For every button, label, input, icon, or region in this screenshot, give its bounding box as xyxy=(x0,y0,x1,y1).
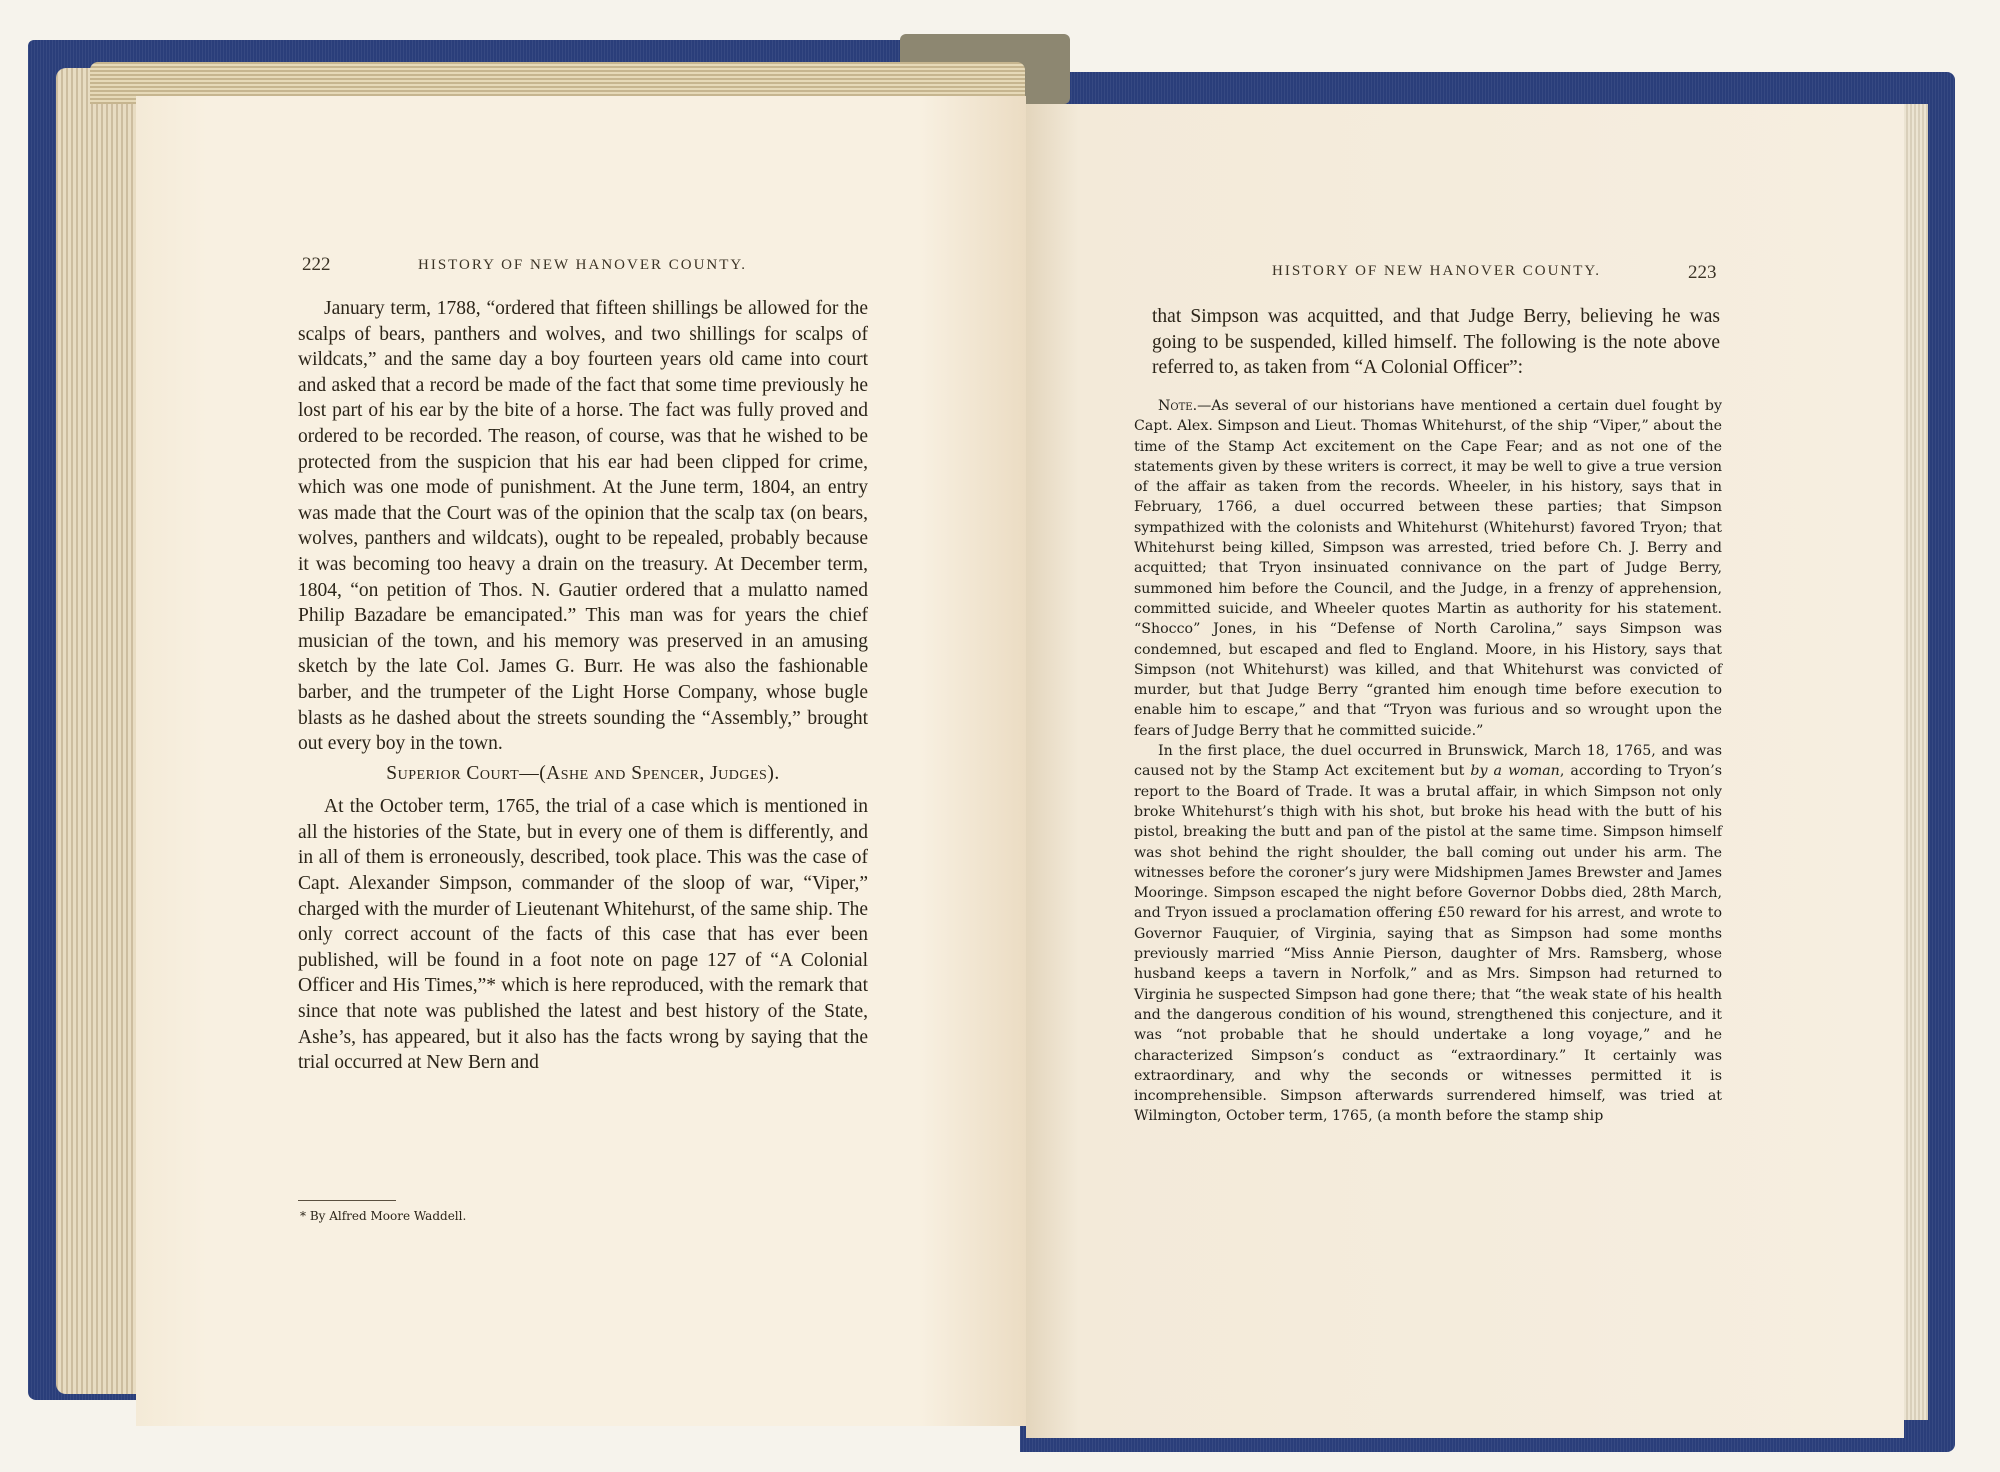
paragraph: that Simpson was acquitted, and that Judge Berry, believing he was going to be suspended, killed himself. The following is the note above referred to, as taken from “A Colonial Officer”: xyxy=(1152,306,1720,379)
footnote: * By Alfred Moore Waddell. xyxy=(300,1209,467,1223)
right-page xyxy=(1026,104,1904,1438)
note-text: In the first place, the duel occurred in Brunswick, March 18, 1765, and was caused not by the Stamp Act excitement but xyxy=(1134,743,1722,780)
right-running-head: HISTORY OF NEW HANOVER COUNTY. xyxy=(1272,263,1602,279)
note-text: —As several of our historians have mentioned a certain duel fought by Capt. Alex. Simpson and Lieut. Thomas Whitehurst, of the ship “Viper,” about the time of the Stamp Act excitement on the Cape Fear; and as not one of the statements given by these writers is correct, it may be well to give a true version of the affair as taken from the records. Wheeler, in his history, says that in February, 1766, a duel occurred between these parties; that Simpson sympathized with the colonists and Whitehurst (Whitehurst) favored Tryon; that Whitehurst being killed, Simpson was arrested, tried before Ch. J. Berry and acquitted; that Tryon insinuated connivance on the part of Judge Berry, summoned him before the Council, and the Judge, in a frenzy of apprehension, committed suicide, and Wheeler quotes Martin as authority for his statement. “Shocco” Jones, in his “Defense of North Carolina,” says Simpson was condemned, but escaped and fled to England. Moore, in his History, says that Simpson (not Whitehurst) was killed, and that Whitehurst was convicted of murder, but that Judge Berry “granted him enough time before execution to enable him to escape,” and that “Tryon was furious and so wrought upon the fears of Judge Berry that he committed suicide.” xyxy=(1134,398,1722,739)
note-label: Note. xyxy=(1158,398,1198,414)
note-emphasis: by a woman xyxy=(1470,763,1560,780)
quoted-note xyxy=(1134,396,1722,1127)
left-body-text xyxy=(298,296,868,1076)
right-intro-text xyxy=(1152,304,1720,381)
left-page-number: 222 xyxy=(302,254,331,275)
footnote-rule xyxy=(298,1200,396,1201)
left-page xyxy=(136,96,1026,1426)
note-paragraph xyxy=(1134,396,1722,741)
page-edges-left xyxy=(56,68,146,1394)
note-paragraph xyxy=(1134,741,1722,1127)
right-page-number: 223 xyxy=(1688,262,1717,283)
section-heading: Superior Court—(Ashe and Spencer, Judges). xyxy=(386,762,780,784)
note-text: , according to Tryon’s report to the Board of Trade. It was a brutal affair, in which Simpson not only broke Whitehurst’s thigh with his shot, but broke his head with the butt of his pistol, breaking the butt and pan of the pistol at the same time. Simpson himself was shot behind the right shoulder, the ball coming out under his arm. The witnesses before the coroner’s jury were Midshipmen James Brewster and James Mooringe. Simpson escaped the night before Governor Dobbs died, 28th March, and Tryon issued a proclamation offering £50 reward for his arrest, and wrote to Governor Fauquier, of Virginia, saying that as Simpson had some months previously married “Miss Annie Pierson, daughter of Mrs. Ramsberg, whose husband keeps a tavern in Norfolk,” and as Mrs. Simpson had returned to Virginia he suspected Simpson had gone there; that “the weak state of his health and the dangerous condition of his wound, strengthened this conjecture, and it was “not probable that he should undertake a long voyage,” and he characterized Simpson’s conduct as “extraordinary.” It certainly was extraordinary, and why the seconds or witnesses permitted it is incomprehensible. Simpson afterwards surrendered himself, was tried at Wilmington, October term, 1765, (a month before the stamp ship xyxy=(1134,763,1722,1125)
left-running-head: HISTORY OF NEW HANOVER COUNTY. xyxy=(418,257,748,273)
paragraph: At the October term, 1765, the trial of a case which is mentioned in all the histories of the State, but in every one of them is differently, and in all of them is erroneously, described, took place. This was the case of Capt. Alexander Simpson, commander of the sloop of war, “Viper,” charged with the murder of Lieutenant Whitehurst, of the same ship. The only correct account of the facts of this case that has ever been published, will be found in a foot note on page 127 of “A Colonial Officer and His Times,”* which is here reproduced, with the remark that since that note was published the latest and best history of the State, Ashe’s, has appeared, but it also has the facts wrong by saying that the trial occurred at New Bern and xyxy=(298,796,868,1074)
paragraph: January term, 1788, “ordered that fifteen shillings be allowed for the scalps of bears, panthers and wolves, and two shillings for scalps of wildcats,” and the same day a boy fourteen years old came into court and asked that a record be made of the fact that some time previously he lost part of his ear by the bite of a horse. The fact was fully proved and ordered to be recorded. The reason, of course, was that he wished to be protected from the suspicion that his ear had been clipped for crime, which was one mode of punishment. At the June term, 1804, an entry was made that the Court was of the opinion that the scalp tax (on bears, wolves, panthers and wildcats), ought to be repealed, probably because it was becoming too heavy a drain on the treasury. At December term, 1804, “on petition of Thos. N. Gautier ordered that a mulatto named Philip Bazadare be emancipated.” This man was for years the chief musician of the town, and his memory was preserved in an amusing sketch by the late Col. James G. Burr. He was also the fashionable barber, and the trumpeter of the Light Horse Company, whose bugle blasts as he dashed about the streets sounding the “Assembly,” brought out every boy in the town. xyxy=(298,298,868,755)
